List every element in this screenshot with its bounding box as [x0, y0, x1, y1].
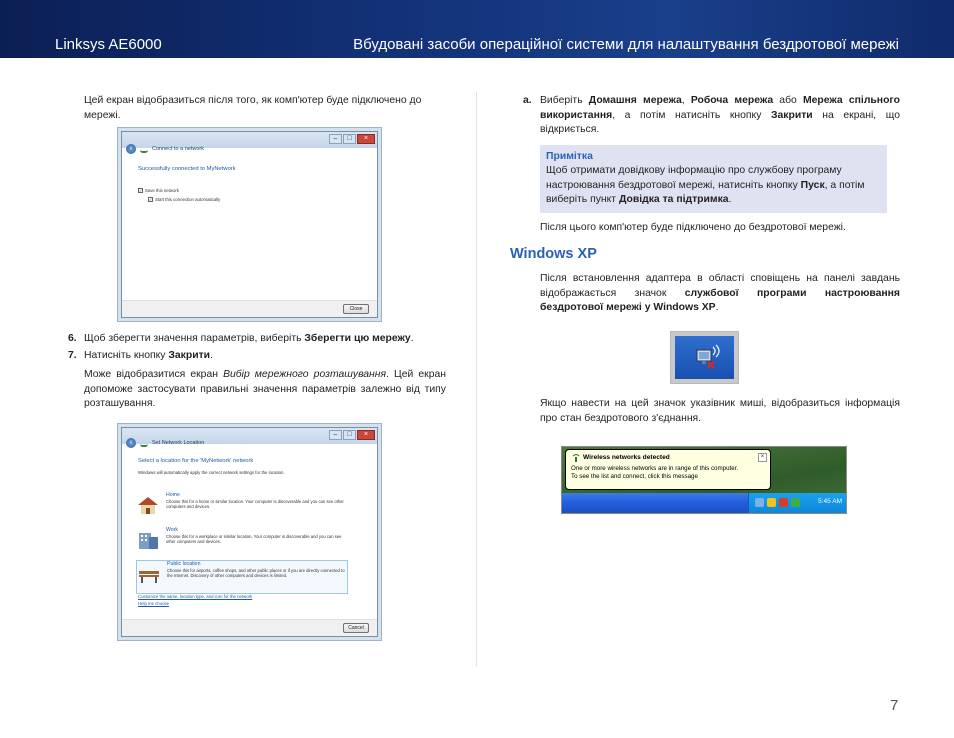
dialog-heading: Select a location for the 'MyNetwork' network — [138, 458, 254, 464]
dialog-nav-title: Connect to a network — [152, 146, 204, 152]
xp-paragraph-2: Якщо навести на цей значок указівник миші, відобразиться інформація про стан бездротового з'єднання. — [540, 398, 900, 424]
intro-paragraph: Цей екран відобразиться після того, як комп'ютер буде підключено до мережі. — [84, 95, 422, 121]
close-button: Close — [343, 304, 369, 314]
tray-clock: 5:45 AM — [818, 498, 842, 505]
alert-tray-icon — [779, 498, 788, 507]
page-header — [0, 0, 954, 58]
xp-paragraph-1: Після встановлення адаптера в області сповіщень на панелі завдань відображається значок службової програми настроювання бездротової мережі у Windows XP. — [540, 273, 900, 314]
auto-connect-checkbox: ✓ Start this connection automatically — [149, 197, 221, 203]
step-7: 7. Натисніть кнопку Закрити. — [68, 350, 213, 361]
network-icon — [140, 440, 148, 447]
location-option-public: Public location Choose this for airports, coffee shops, and other public places or if you are directly connected to the Internet. Discovery of other computers and devices is limited. — [136, 560, 348, 594]
balloon-title: Wireless networks detected — [583, 454, 670, 461]
note-text: Щоб отримати довідкову інформацію про службову програму настроювання бездротової мережі, натисніть кнопку Пуск, а потім виберіть пункт Довідка та підтримка. — [546, 165, 865, 206]
dialog-subtext: Windows will automatically apply the correct network settings for the location. — [138, 470, 285, 475]
back-arrow-icon: ‹ — [126, 144, 136, 154]
location-option-home: Home Choose this for a home or similar location. Your computer is discoverable and you can see other computers and devices. — [136, 492, 348, 522]
system-tray — [748, 493, 846, 513]
wireless-signal-icon — [571, 454, 581, 462]
xp-taskbar — [562, 493, 846, 513]
dialog-footer — [122, 300, 377, 317]
balloon-close-icon: × — [758, 453, 767, 462]
dialog-nav-title: Set Network Location — [152, 440, 205, 446]
note-title: Примітка — [546, 151, 593, 162]
wireless-utility-tray-icon — [670, 331, 739, 384]
customize-link: Customize the name, location type, and icon for the network — [138, 594, 253, 599]
network-icon — [140, 146, 148, 153]
nav-row — [126, 438, 204, 448]
help-link: Help me choose — [138, 601, 170, 606]
step-6: 6. Щоб зберегти значення параметрів, виберіть Зберегти цю мережу. — [68, 333, 414, 344]
maximize-icon: □ — [343, 430, 356, 440]
house-icon — [136, 494, 160, 516]
save-network-checkbox: ✓ Save this network — [139, 188, 179, 194]
balloon-body: One or more wireless networks are in range of this computer. To see the list and connect, click this message — [571, 465, 739, 480]
set-network-location-screenshot — [121, 427, 378, 637]
wireless-disconnected-icon — [675, 336, 736, 381]
location-note: Може відобразитися екран Вибір мережного розташування. Цей екран допоможе застосувати правильні значення параметрів залежно від типу розташування. — [84, 369, 446, 410]
minimize-icon: – — [329, 430, 342, 440]
dialog-footer — [122, 619, 377, 636]
windows-xp-heading: Windows XP — [510, 246, 597, 262]
cancel-button: Cancel — [343, 623, 369, 633]
security-shield-icon — [767, 498, 776, 507]
park-bench-icon — [137, 563, 161, 585]
page-number: 7 — [890, 697, 899, 714]
section-title: Вбудовані засоби операційної системи для налаштування бездротової мережі — [353, 36, 899, 53]
note-box — [540, 145, 887, 213]
nav-row — [126, 144, 204, 154]
after-note-paragraph: Після цього комп'ютер буде підключено до бездротової мережі. — [540, 222, 846, 233]
step-a: a. Виберіть Домашня мережа, Робоча мережа або Мережа спільного використання, а потім натисніть кнопку Закрити на екрані, що відкриється. — [523, 95, 900, 136]
network-tray-icon — [755, 498, 764, 507]
close-icon: × — [357, 430, 375, 440]
product-name: Linksys AE6000 — [55, 36, 162, 53]
maximize-icon: □ — [343, 134, 356, 144]
minimize-icon: – — [329, 134, 342, 144]
connect-network-screenshot — [121, 131, 378, 318]
close-icon: × — [357, 134, 375, 144]
office-building-icon — [136, 529, 160, 551]
back-arrow-icon: ‹ — [126, 438, 136, 448]
volume-tray-icon — [791, 498, 800, 507]
xp-balloon-screenshot — [561, 446, 847, 514]
column-divider — [476, 92, 477, 667]
location-option-work: Work Choose this for a workplace or similar location. Your computer is discoverable and you can see other computers and devices. — [136, 527, 348, 557]
notification-balloon — [565, 449, 771, 490]
dialog-heading: Successfully connected to MyNetwork — [138, 166, 236, 172]
